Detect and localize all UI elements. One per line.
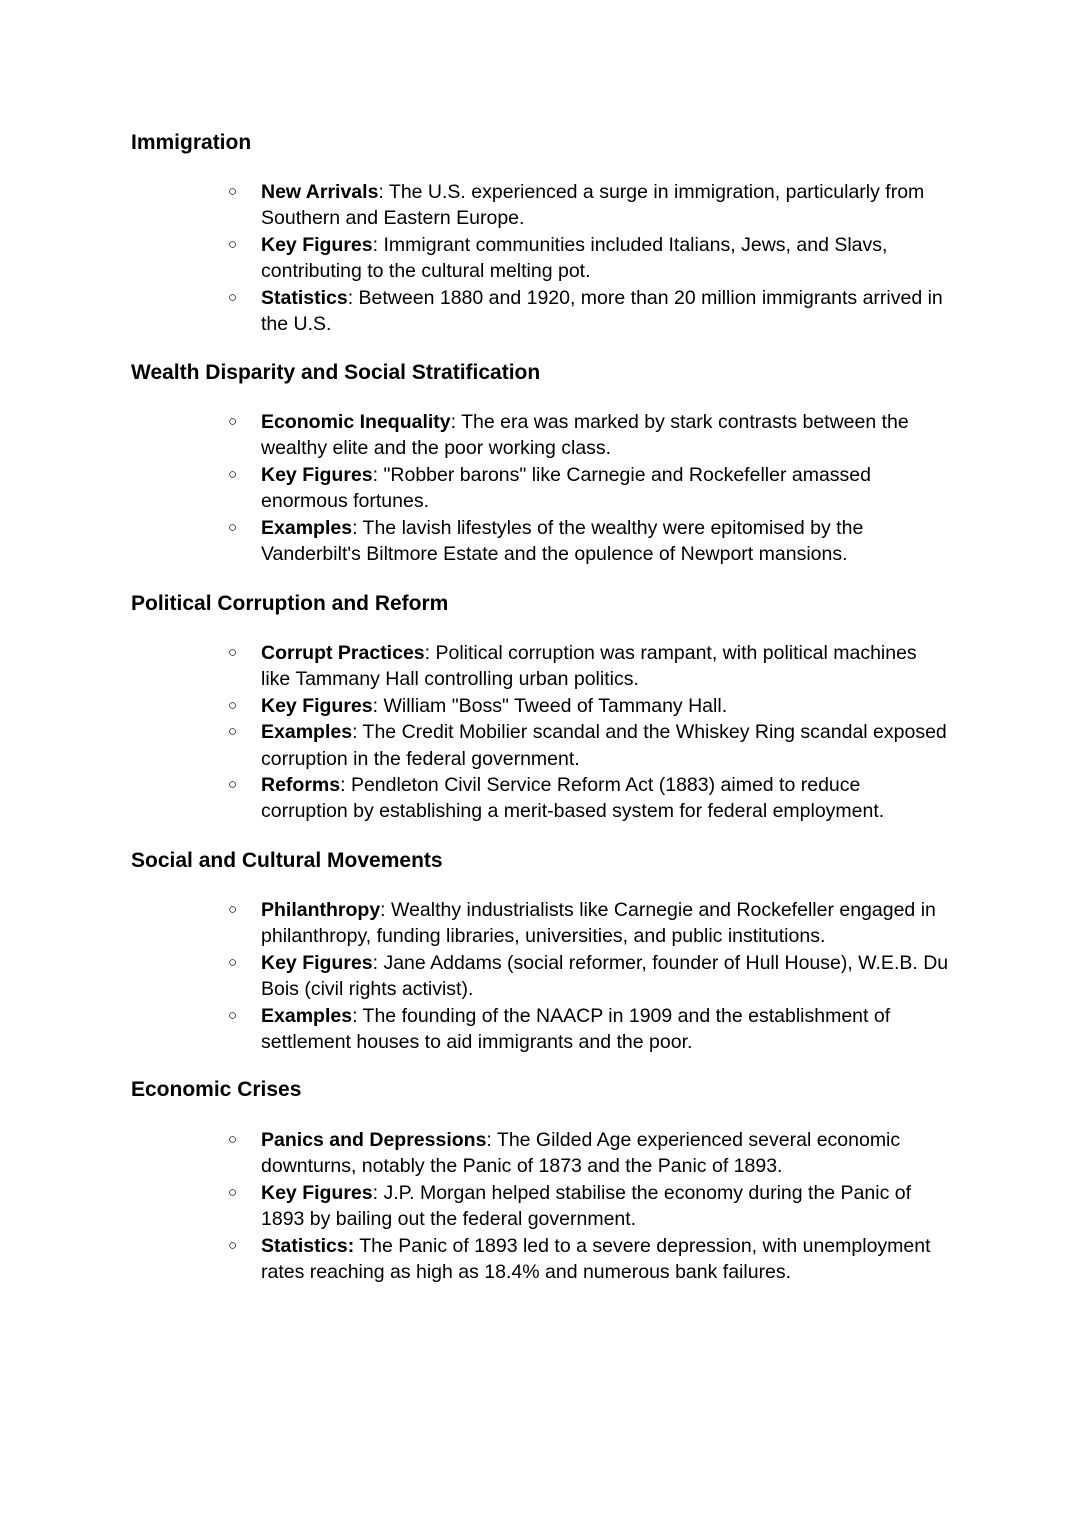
hollow-circle-bullet-icon: ○: [228, 776, 238, 794]
section-economic-crises: [131, 1076, 961, 1284]
bullet-term: Examples: [261, 721, 353, 744]
list-item: [230, 1233, 950, 1286]
bullet-text: The Gilded Age experienced several economic downturns, notably the Panic of 1873 and the Panic of 1893.: [261, 1129, 901, 1178]
section-social-cultural-movements: [131, 847, 961, 1054]
bullet-term: Corrupt Practices: [261, 642, 425, 664]
hollow-circle-bullet-icon: ○: [228, 465, 238, 483]
bullet-list: [230, 1127, 950, 1285]
bullet-separator: :: [340, 774, 346, 797]
section-heading: Wealth Disparity and Social Stratification: [131, 361, 541, 384]
bullet-term: Statistics: [261, 286, 348, 309]
bullet-list: [230, 179, 950, 337]
bullet-separator: :: [352, 721, 358, 744]
bullet-separator: :: [372, 233, 379, 256]
bullet-term: Economic Inequality: [261, 411, 451, 433]
bullet-term: Statistics:: [261, 1234, 355, 1257]
bullet-text: The founding of the NAACP in 1909 and the establishment of settlement houses to aid immigrants and the poor.: [261, 1004, 891, 1054]
bullet-list: [230, 897, 950, 1055]
bullet-text: The Credit Mobilier scandal and the Whiskey Ring scandal exposed corruption in the federal government.: [261, 721, 947, 770]
bullet-text: The Panic of 1893 led to a severe depression, with unemployment rates reaching as high as 18.4% and numerous bank failures.: [261, 1234, 931, 1284]
bullet-term: Key Figures: [261, 694, 373, 717]
hollow-circle-bullet-icon: ○: [228, 1131, 238, 1148]
hollow-circle-bullet-icon: ○: [228, 413, 238, 430]
bullet-text: Political corruption was rampant, with political machines like Tammany Hall controlling urban politics.: [261, 642, 917, 691]
hollow-circle-bullet-icon: ○: [228, 1236, 238, 1254]
bullet-term: Panics and Depressions: [261, 1129, 487, 1151]
bullet-separator: :: [424, 642, 431, 664]
bullet-term: Key Figures: [261, 951, 373, 974]
section-heading: Economic Crises: [131, 1078, 302, 1101]
bullet-text: Immigrant communities included Italians, Jews, and Slavs, contributing to the cultural melting pot.: [261, 233, 888, 283]
section-immigration: [131, 129, 961, 336]
list-item: [230, 515, 950, 568]
bullet-term: Key Figures: [261, 1181, 373, 1204]
hollow-circle-bullet-icon: ○: [228, 1006, 238, 1024]
section-heading: Political Corruption and Reform: [131, 592, 449, 615]
list-item: [230, 772, 950, 825]
list-item: [230, 462, 950, 515]
list-item: [230, 285, 950, 338]
list-item: [230, 1003, 950, 1056]
bullet-term: Reforms: [261, 774, 341, 797]
list-item: [230, 719, 950, 772]
bullet-term: Key Figures: [261, 233, 373, 256]
bullet-text: Pendleton Civil Service Reform Act (1883) aimed to reduce corruption by establishing a merit-based system for federal employment.: [261, 774, 885, 823]
bullet-text: J.P. Morgan helped stabilise the economy during the Panic of 1893 by bailing out the federal government.: [261, 1181, 912, 1231]
bullet-text: Wealthy industrialists like Carnegie and Rockefeller engaged in philanthropy, funding libraries, universities, and public institutions.: [261, 899, 936, 948]
bullet-separator: :: [372, 694, 379, 717]
bullet-term: New Arrivals: [261, 181, 379, 203]
bullet-separator: :: [450, 411, 457, 433]
bullet-term: Philanthropy: [261, 899, 381, 921]
bullet-text: Jane Addams (social reformer, founder of Hull House), W.E.B. Du Bois (civil rights activist).: [261, 951, 949, 1001]
list-item: [230, 179, 950, 232]
bullet-list: [230, 409, 950, 567]
bullet-text: The U.S. experienced a surge in immigration, particularly from Southern and Eastern Europe.: [261, 181, 925, 230]
hollow-circle-bullet-icon: ○: [228, 183, 238, 200]
list-item: [230, 693, 950, 719]
hollow-circle-bullet-icon: ○: [228, 644, 238, 661]
list-item: [230, 1180, 950, 1233]
bullet-separator: :: [378, 181, 384, 203]
bullet-text: The era was marked by stark contrasts between the wealthy elite and the poor working class.: [261, 411, 909, 460]
section-heading: Social and Cultural Movements: [131, 849, 443, 872]
hollow-circle-bullet-icon: ○: [228, 696, 238, 714]
bullet-text: William "Boss" Tweed of Tammany Hall.: [378, 694, 728, 717]
bullet-text: "Robber barons" like Carnegie and Rockefeller amassed enormous fortunes.: [261, 463, 871, 513]
bullet-separator: :: [372, 951, 379, 974]
hollow-circle-bullet-icon: ○: [228, 723, 238, 741]
bullet-term: Examples: [261, 1004, 353, 1027]
bullet-separator: :: [380, 899, 386, 921]
hollow-circle-bullet-icon: ○: [228, 901, 238, 918]
bullet-separator: :: [372, 1181, 379, 1204]
list-item: [230, 232, 950, 285]
bullet-term: Examples: [261, 516, 353, 539]
section-wealth-disparity: [131, 359, 961, 566]
bullet-separator: :: [372, 463, 379, 486]
list-item: [230, 897, 950, 950]
bullet-separator: :: [352, 1004, 358, 1027]
hollow-circle-bullet-icon: ○: [228, 518, 238, 536]
hollow-circle-bullet-icon: ○: [228, 235, 238, 253]
hollow-circle-bullet-icon: ○: [228, 288, 238, 306]
section-heading: Immigration: [131, 131, 252, 154]
section-political-corruption: [131, 590, 961, 823]
bullet-list: [230, 640, 950, 825]
bullet-text: Between 1880 and 1920, more than 20 million immigrants arrived in the U.S.: [261, 286, 943, 336]
bullet-separator: :: [352, 516, 358, 539]
hollow-circle-bullet-icon: ○: [228, 1183, 238, 1201]
bullet-separator: :: [486, 1129, 492, 1151]
hollow-circle-bullet-icon: ○: [228, 953, 238, 971]
list-item: [230, 640, 950, 693]
bullet-term: Key Figures: [261, 463, 373, 486]
bullet-separator: :: [347, 286, 354, 309]
list-item: [230, 409, 950, 462]
list-item: [230, 1127, 950, 1180]
list-item: [230, 950, 950, 1003]
bullet-text: The lavish lifestyles of the wealthy were epitomised by the Vanderbilt's Biltmore Estate and the opulence of Newport mansions.: [261, 516, 864, 566]
